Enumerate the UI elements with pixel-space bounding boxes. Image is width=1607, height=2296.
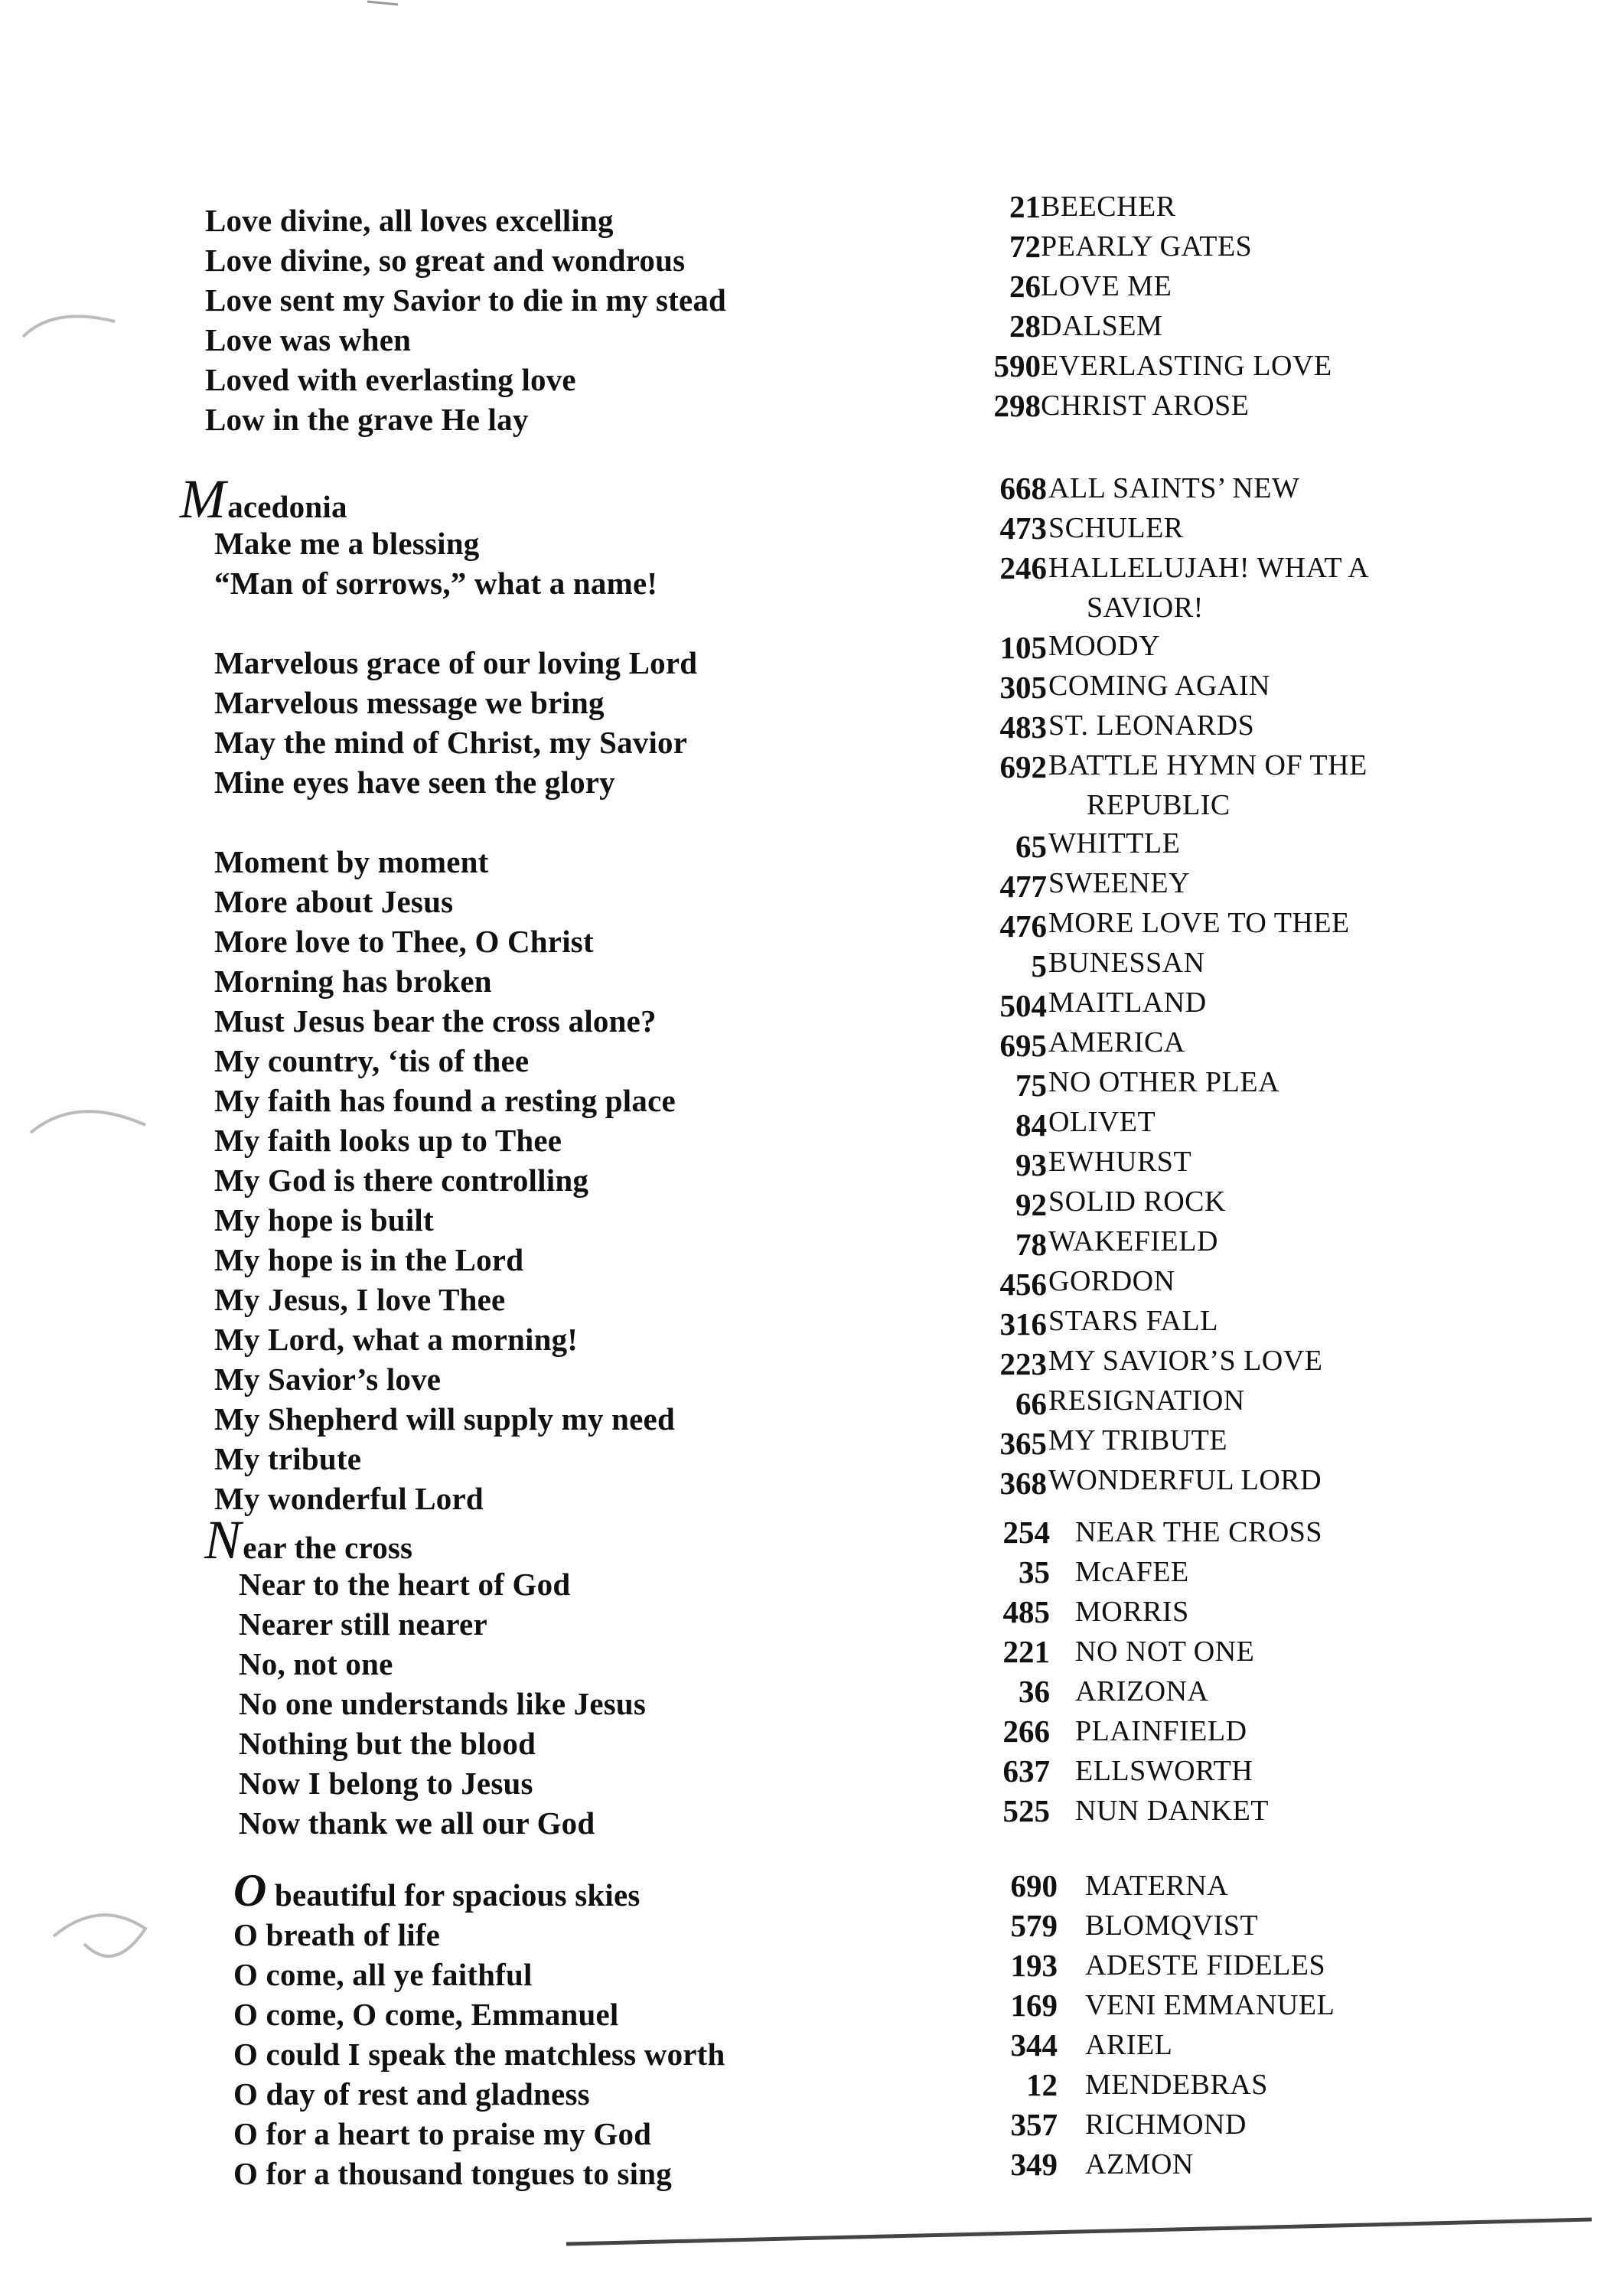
hymn-title: My hope is in the Lord (214, 1242, 524, 1277)
hymn-title (180, 468, 949, 530)
tunes-column (1085, 1866, 1514, 2184)
hymn-number: 525 (1002, 1793, 1050, 1828)
hymn-number (963, 787, 1047, 827)
hymn-title: O breath of life (233, 1917, 441, 1952)
numbers-column (973, 1866, 1058, 2184)
hymn-title: Love was when (205, 322, 412, 357)
hymn-number: 344 (1010, 2027, 1058, 2063)
hymn-title (233, 1865, 968, 1916)
drop-cap-letter: O (233, 1865, 267, 1916)
tune-name: HALLELUJAH! WHAT A (1048, 552, 1370, 584)
hymn-title: My Jesus, I love Thee (214, 1282, 506, 1317)
tune-name: SCHULER (1048, 512, 1184, 544)
tune-name: COMING AGAIN (1048, 670, 1270, 702)
tune-name-continuation: SAVIOR! (1087, 592, 1204, 624)
hymn-number: 26 (1009, 269, 1041, 304)
tune-name: MAITLAND (1048, 987, 1207, 1019)
hymn-title: Nothing but the blood (239, 1726, 536, 1761)
tune-name: AZMON (1085, 2148, 1194, 2180)
tune-name: OLIVET (1048, 1106, 1156, 1138)
tunes-column (1041, 187, 1469, 426)
numbers-column (966, 1512, 1050, 1831)
tune-name: LOVE ME (1041, 270, 1172, 302)
hymn-title: May the mind of Christ, my Savior (214, 725, 688, 760)
hymn-number: 193 (1010, 1948, 1058, 1983)
hymn-number: 84 (1015, 1107, 1047, 1143)
hymn-number: 637 (1002, 1753, 1050, 1789)
hymn-title: My faith has found a resting place (214, 1083, 676, 1118)
tune-name: MY SAVIOR’S LOVE (1048, 1345, 1323, 1377)
tune-name: ARIEL (1085, 2029, 1173, 2061)
hymn-title: Marvelous message we bring (214, 685, 605, 720)
hymn-title: My tribute (214, 1441, 362, 1476)
tune-name: ELLSWORTH (1075, 1755, 1253, 1787)
tune-name: ST. LEONARDS (1048, 709, 1255, 742)
hymn-number: 12 (1026, 2067, 1058, 2102)
hymn-title: Near to the heart of God (239, 1567, 571, 1602)
hymn-title: No one understands like Jesus (239, 1686, 647, 1721)
hymn-number: 483 (999, 709, 1047, 745)
hymn-number: 485 (1002, 1594, 1050, 1629)
tune-name: PEARLY GATES (1041, 230, 1253, 263)
hymn-number: 254 (1002, 1515, 1050, 1550)
hymn-number: 349 (1010, 2147, 1058, 2182)
hymn-title: O for a thousand tongues to sing (233, 2156, 672, 2191)
hymn-number: 477 (999, 869, 1047, 904)
blank-line (214, 802, 949, 842)
tune-name: ARIZONA (1075, 1675, 1209, 1707)
tune-name: MY TRIBUTE (1048, 1424, 1228, 1456)
hymn-number: 305 (999, 670, 1047, 705)
hymn-number: 476 (999, 908, 1047, 944)
hymn-title-text: ear the cross (243, 1530, 413, 1565)
hymn-title: Mine eyes have seen the glory (214, 765, 615, 800)
hymn-title: Now thank we all our God (239, 1805, 595, 1841)
hymn-title: My hope is built (214, 1202, 434, 1238)
tune-name: BUNESSAN (1048, 947, 1205, 979)
hymn-number: 36 (1019, 1674, 1050, 1709)
tune-name: ALL SAINTS’ NEW (1048, 472, 1300, 504)
tune-name: STARS FALL (1048, 1305, 1218, 1337)
hymn-number: 78 (1015, 1227, 1047, 1262)
tune-name: WAKEFIELD (1048, 1225, 1218, 1257)
hymn-title (204, 1509, 973, 1570)
hymn-title: O could I speak the matchless worth (233, 2037, 725, 2072)
punch-hole-shadow (31, 1111, 145, 1133)
hymn-title: My wonderful Lord (214, 1481, 484, 1516)
hymn-number: 93 (1015, 1147, 1047, 1182)
hymn-title: More about Jesus (214, 884, 454, 919)
titles-column (205, 201, 940, 439)
tune-name: NO OTHER PLEA (1048, 1066, 1280, 1098)
tune-name: NEAR THE CROSS (1075, 1516, 1323, 1548)
hymn-title: Love divine, all loves excelling (205, 203, 614, 238)
blank-line (214, 603, 949, 643)
punch-hole-shadow (23, 316, 115, 337)
hymn-title: My Shepherd will supply my need (214, 1401, 675, 1437)
tune-name: EWHURST (1048, 1146, 1192, 1178)
hymn-number: 169 (1010, 1988, 1058, 2023)
hymn-number: 668 (999, 471, 1047, 506)
hymn-number: 692 (999, 749, 1047, 784)
tune-name: CHRIST AROSE (1041, 390, 1250, 422)
tune-name: MOODY (1048, 630, 1161, 662)
tune-name: RICHMOND (1085, 2108, 1247, 2141)
tune-name: MORRIS (1075, 1596, 1189, 1628)
hymn-number: 65 (1015, 829, 1047, 864)
drop-cap-letter: M (180, 468, 227, 530)
tune-name: MATERNA (1085, 1870, 1229, 1902)
hymn-number: 590 (993, 348, 1041, 383)
hymn-number (963, 588, 1047, 628)
hymn-title: My country, ‘tis of thee (214, 1043, 530, 1078)
hymn-title: Nearer still nearer (239, 1606, 487, 1642)
hymn-title-text: acedonia (227, 489, 347, 524)
drop-cap-letter: N (204, 1509, 242, 1570)
tune-name: McAFEE (1075, 1556, 1189, 1588)
hymn-number: 246 (999, 550, 1047, 585)
hymn-title: Love sent my Savior to die in my stead (205, 282, 727, 318)
hymn-number: 72 (1009, 229, 1041, 264)
numbers-column (963, 468, 1047, 1503)
hymn-number: 357 (1010, 2107, 1058, 2142)
hymn-number: 473 (999, 510, 1047, 546)
tune-name: SWEENEY (1048, 867, 1191, 899)
hymn-title: No, not one (239, 1646, 393, 1681)
tune-name: RESIGNATION (1048, 1384, 1245, 1417)
hymn-number: 368 (999, 1466, 1047, 1501)
hymn-number: 316 (999, 1306, 1047, 1342)
hymn-number: 21 (1009, 189, 1041, 224)
hymn-title: “Man of sorrows,” what a name! (214, 566, 658, 601)
hymn-title: Moment by moment (214, 844, 489, 879)
tune-name: PLAINFIELD (1075, 1715, 1247, 1747)
hymn-number: 35 (1019, 1554, 1050, 1590)
tune-name: NUN DANKET (1075, 1795, 1270, 1827)
hymn-number: 456 (999, 1267, 1047, 1302)
hymn-number: 365 (999, 1426, 1047, 1461)
punch-hole-shadow (54, 1915, 145, 1956)
hymn-number: 5 (1031, 948, 1047, 983)
hymn-number: 690 (1010, 1868, 1058, 1903)
hymn-title: Make me a blessing (214, 526, 480, 561)
tune-name: VENI EMMANUEL (1085, 1989, 1335, 2021)
titles-column (204, 1509, 973, 1843)
tune-name: WONDERFUL LORD (1048, 1464, 1322, 1496)
tune-name: SOLID ROCK (1048, 1186, 1226, 1218)
tune-name: MORE LOVE TO THEE (1048, 907, 1350, 939)
hymn-number: 28 (1009, 308, 1041, 344)
tune-name: ADESTE FIDELES (1085, 1949, 1326, 1981)
tune-name: NO NOT ONE (1075, 1636, 1255, 1668)
tune-name: BEECHER (1041, 191, 1176, 223)
hymn-title: O for a heart to praise my God (233, 2116, 652, 2151)
tune-name: GORDON (1048, 1265, 1175, 1297)
tune-name: WHITTLE (1048, 827, 1181, 859)
hymn-number: 66 (1015, 1386, 1047, 1421)
hymn-number: 75 (1015, 1068, 1047, 1103)
hymn-number: 223 (999, 1346, 1047, 1381)
hymn-title: My Lord, what a morning! (214, 1322, 579, 1357)
hymn-title: Low in the grave He lay (205, 402, 529, 437)
hymn-number: 105 (999, 630, 1047, 665)
hymn-number: 695 (999, 1028, 1047, 1063)
tune-name: MENDEBRAS (1085, 2069, 1268, 2101)
hymn-title: Must Jesus bear the cross alone? (214, 1003, 657, 1039)
hymn-number: 92 (1015, 1187, 1047, 1222)
hymn-title: Loved with everlasting love (205, 362, 576, 397)
hymn-title: My God is there controlling (214, 1163, 589, 1198)
numbers-column (957, 187, 1041, 426)
tune-name: EVERLASTING LOVE (1041, 350, 1332, 382)
tune-name-continuation: REPUBLIC (1087, 789, 1231, 821)
hymn-title: My Savior’s love (214, 1362, 442, 1397)
hymn-title: Morning has broken (214, 964, 492, 999)
titles-column (233, 1865, 968, 2193)
hymn-number: 579 (1010, 1908, 1058, 1943)
hymn-title: More love to Thee, O Christ (214, 924, 594, 959)
tune-name: AMERICA (1048, 1026, 1185, 1058)
hymn-title: O come, O come, Emmanuel (233, 1997, 619, 2032)
hymn-number: 504 (999, 988, 1047, 1023)
hymn-number: 298 (993, 388, 1041, 423)
hymn-title: O day of rest and gladness (233, 2076, 590, 2112)
tunes-column (1048, 468, 1477, 1500)
tune-name: BLOMQVIST (1085, 1910, 1259, 1942)
hymn-title-text: beautiful for spacious skies (274, 1877, 641, 1913)
bottom-edge-line (566, 2219, 1592, 2244)
titles-column (180, 468, 949, 1518)
top-edge-mark (367, 2, 398, 5)
hymn-title: Marvelous grace of our loving Lord (214, 645, 698, 680)
tunes-column (1075, 1512, 1504, 1831)
hymn-title: Now I belong to Jesus (239, 1766, 533, 1801)
hymn-title: My faith looks up to Thee (214, 1123, 562, 1158)
tune-name: BATTLE HYMN OF THE (1048, 749, 1367, 781)
hymn-title: O come, all ye faithful (233, 1957, 533, 1992)
hymn-number: 266 (1002, 1714, 1050, 1749)
hymn-number: 221 (1002, 1634, 1050, 1669)
tune-name: DALSEM (1041, 310, 1163, 342)
hymn-title: Love divine, so great and wondrous (205, 243, 686, 278)
